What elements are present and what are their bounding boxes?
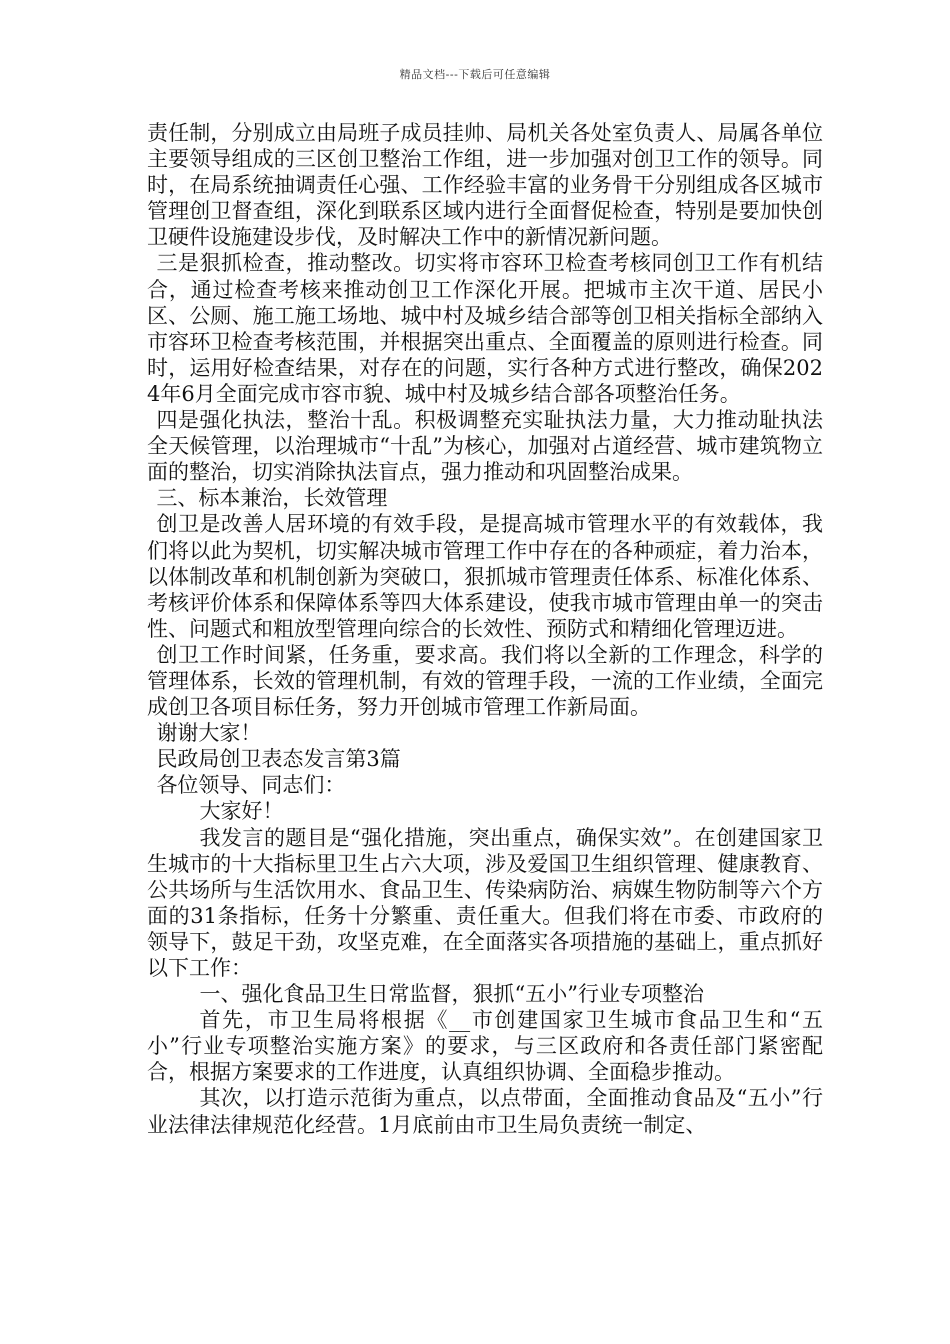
paragraph: 其次，以打造示范街为重点，以点带面，全面推动食品及“五小”行业法律法律规范化经营。1月底前由市卫生局负责统一制定、 xyxy=(147,1086,823,1137)
greeting: 大家好！ xyxy=(199,799,284,824)
paragraph: 我发言的题目是“强化措施，突出重点，确保实效”。在创建国家卫生城市的十大指标里卫生占六大项，涉及爱国卫生组织管理、健康教育、公共场所与生活饮用水、食品卫生、传染病防治、病媒生物防制等六个方面的31条指标，任务十分繁重、责任重大。但我们将在市委、市政府的领导下，鼓足干劲，攻坚克难，在全面落实各项措施的基础上，重点抓好以下工作： xyxy=(147,825,823,980)
document-body xyxy=(147,120,823,1138)
paragraph: 四是强化执法，整治十乱。积极调整充实耻执法力量，大力推动耻执法全天候管理，以治理城市“十乱”为核心，加强对占道经营、城市建筑物立面的整治，切实消除执法盲点，强力推动和巩固整治成果。 xyxy=(147,408,823,485)
section-heading: 三、标本兼治，长效管理 xyxy=(156,486,388,511)
article-title: 民政局创卫表态发言第3篇 xyxy=(156,747,401,772)
section-heading: 一、强化食品卫生日常监督，狠抓“五小”行业专项整治 xyxy=(199,982,704,1007)
closing-line: 谢谢大家！ xyxy=(156,721,262,746)
salutation: 各位领导、同志们： xyxy=(156,773,346,798)
paragraph: 三是狠抓检查，推动整改。切实将市容环卫检查考核同创卫工作有机结合，通过检查考核来推动创卫工作深化开展。把城市主次干道、居民小区、公厕、施工施工场地、城中村及城乡结合部等创卫相关指标全部纳入市容环卫检查考核范围，并根据突出重点、全面覆盖的原则进行检查。同时，运用好检查结果，对存在的问题，实行各种方式进行整改，确保2024年6月全面完成市容市貌、城中村及城乡结合部各项整治任务。 xyxy=(147,251,823,406)
page-header: 精品文档---下载后可任意编辑 xyxy=(399,68,551,81)
paragraph: 首先，市卫生局将根据《__市创建国家卫生城市食品卫生和“五小”行业专项整治实施方案》的要求，与三区政府和各责任部门紧密配合，根据方案要求的工作进度，认真组织协调、全面稳步推动。 xyxy=(147,1008,823,1085)
paragraph: 创卫工作时间紧，任务重，要求高。我们将以全新的工作理念，科学的管理体系，长效的管理机制，有效的管理手段，一流的工作业绩，全面完成创卫各项目标任务，努力开创城市管理工作新局面。 xyxy=(147,642,823,720)
paragraph: 创卫是改善人居环境的有效手段，是提高城市管理水平的有效载体，我们将以此为契机，切实解决城市管理工作中存在的各种顽症，着力治本，以体制改革和机制创新为突破口，狠抓城市管理责任体系、标准化体系、考核评价体系和保障体系等四大体系建设，使我市城市管理由单一的突击性、问题式和粗放型管理向综合的长效性、预防式和精细化管理迈进。 xyxy=(147,512,823,641)
paragraph: 责任制，分别成立由局班子成员挂帅、局机关各处室负责人、局属各单位主要领导组成的三区创卫整治工作组，进一步加强对创卫工作的领导。同时，在局系统抽调责任心强、工作经验丰富的业务骨干分别组成各区城市管理创卫督查组，深化到联系区域内进行全面督促检查，特别是要加快创卫硬件设施建设步伐，及时解决工作中的新情况新问题。 xyxy=(147,121,823,250)
